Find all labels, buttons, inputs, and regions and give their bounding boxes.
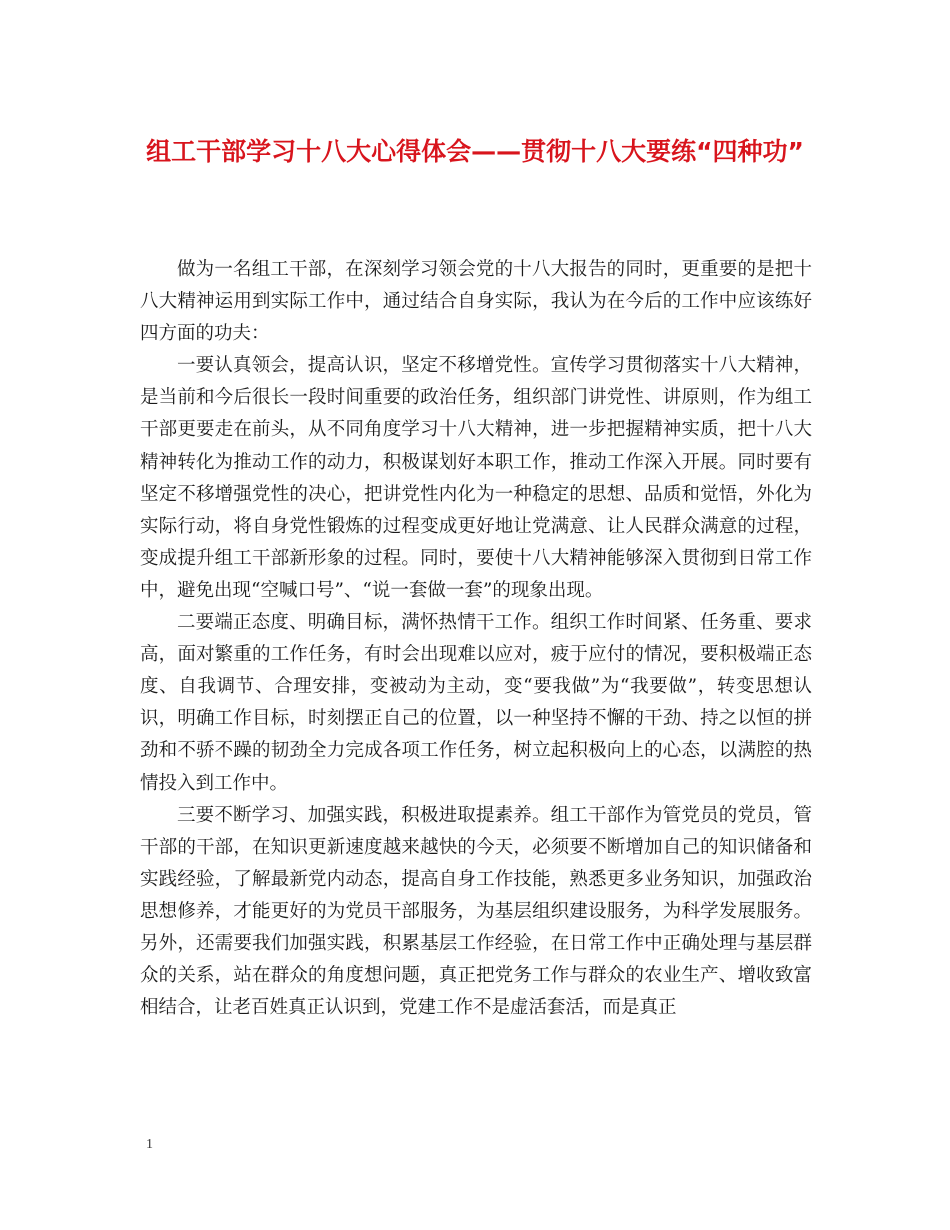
document-body <box>140 254 812 1024</box>
paragraph-point-one: 一要认真领会，提高认识，坚定不移增党性。宣传学习贯彻落实十八大精神，是当前和今后很长一段时间重要的政治任务，组织部门讲党性、讲原则，作为组工干部更要走在前头，从不同角度学习十八大精神，进一步把握精神实质，把十八大精神转化为推动工作的动力，积极谋划好本职工作，推动工作深入开展。同时要有坚定不移增强党性的决心，把讲党性内化为一种稳定的思想、品质和觉悟，外化为实际行动，将自身党性锻炼的过程变成更好地让党满意、让人民群众满意的过程，变成提升组工干部新形象的过程。同时，要使十八大精神能够深入贯彻到日常工作中，避免出现“空喊口号”、“说一套做一套”的现象出现。 <box>140 355 812 601</box>
paragraph-point-two: 二要端正态度、明确目标，满怀热情干工作。组织工作时间紧、任务重、要求高，面对繁重的工作任务，有时会出现难以应对，疲于应付的情况，要积极端正态度、自我调节、合理安排，变被动为主动，变“要我做”为“我要做”，转变思想认识，明确工作目标，时刻摆正自己的位置，以一种坚持不懈的干劲、持之以恒的拼劲和不骄不躁的韧劲全力完成各项工作任务，树立起积极向上的心态，以满腔的热情投入到工作中。 <box>140 612 812 794</box>
document-title: 组工干部学习十八大心得体会——贯彻十八大要练“四种功” <box>146 137 804 166</box>
page-number: 1 <box>146 1137 153 1152</box>
paragraph-intro: 做为一名组工干部，在深刻学习领会党的十八大报告的同时，更重要的是把十八大精神运用到实际工作中，通过结合自身实际，我认为在今后的工作中应该练好四方面的功夫： <box>140 259 812 345</box>
paragraph-point-three: 三要不断学习、加强实践，积极进取提素养。组工干部作为管党员的党员，管干部的干部，在知识更新速度越来越快的今天，必须要不断增加自己的知识储备和实践经验，了解最新党内动态，提高自身工作技能，熟悉更多业务知识，加强政治思想修养，才能更好的为党员干部服务，为基层组织建设服务，为科学发展服务。另外，还需要我们加强实践，积累基层工作经验，在日常工作中正确处理与基层群众的关系，站在群众的角度想问题，真正把党务工作与群众的农业生产、增收致富相结合，让老百姓真正认识到，党建工作不是虚活套活，而是真正 <box>140 804 812 1019</box>
